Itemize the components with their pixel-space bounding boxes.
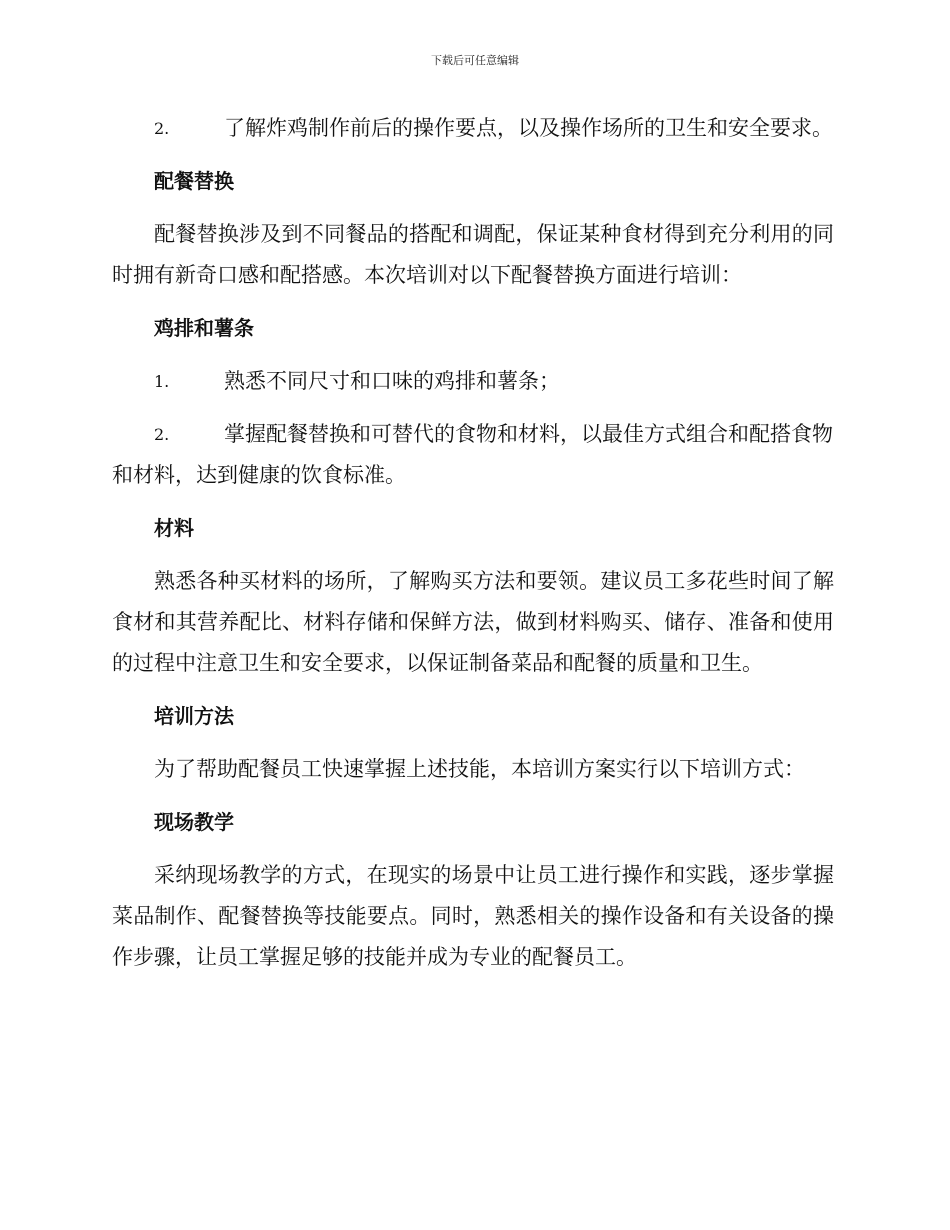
section-heading: 材料 [154,516,194,540]
list-number: 2. [154,119,170,138]
page-header: 下载后可任意编辑 [431,54,519,67]
document-body [112,108,834,990]
section-heading: 培训方法 [154,704,234,728]
paragraph: 熟悉各种买材料的场所，了解购买方法和要领。建议员工多花些时间了解食材和其营养配比、材料存储和保鲜方法，做到材料购买、储存、准备和使用的过程中注意卫生和安全要求，以保证制备菜品和配餐的质量和卫生。 [112,569,834,675]
section-heading: 鸡排和薯条 [154,316,254,340]
paragraph: 配餐替换涉及到不同餐品的搭配和调配，保证某种食材得到充分利用的同时拥有新奇口感和配搭感。本次培训对以下配餐替换方面进行培训： [112,222,834,287]
list-item [112,414,834,496]
list-text: 掌握配餐替换和可替代的食物和材料，以最佳方式组合和配搭食物和材料，达到健康的饮食标准。 [112,422,833,487]
list-text: 了解炸鸡制作前后的操作要点，以及操作场所的卫生和安全要求。 [224,116,833,140]
paragraph: 为了帮助配餐员工快速掌握上述技能，本培训方案实行以下培训方式： [154,757,805,781]
section-heading: 配餐替换 [154,169,234,193]
paragraph: 采纳现场教学的方式，在现实的场景中让员工进行操作和实践，逐步掌握菜品制作、配餐替换等技能要点。同时，熟悉相关的操作设备和有关设备的操作步骤，让员工掌握足够的技能并成为专业的配餐员工。 [112,863,834,969]
list-number: 2. [154,425,170,444]
list-item [112,361,834,402]
list-text: 熟悉不同尺寸和口味的鸡排和薯条； [224,369,560,393]
section-heading: 现场教学 [154,810,234,834]
list-item [112,108,834,149]
list-number: 1. [154,372,170,391]
